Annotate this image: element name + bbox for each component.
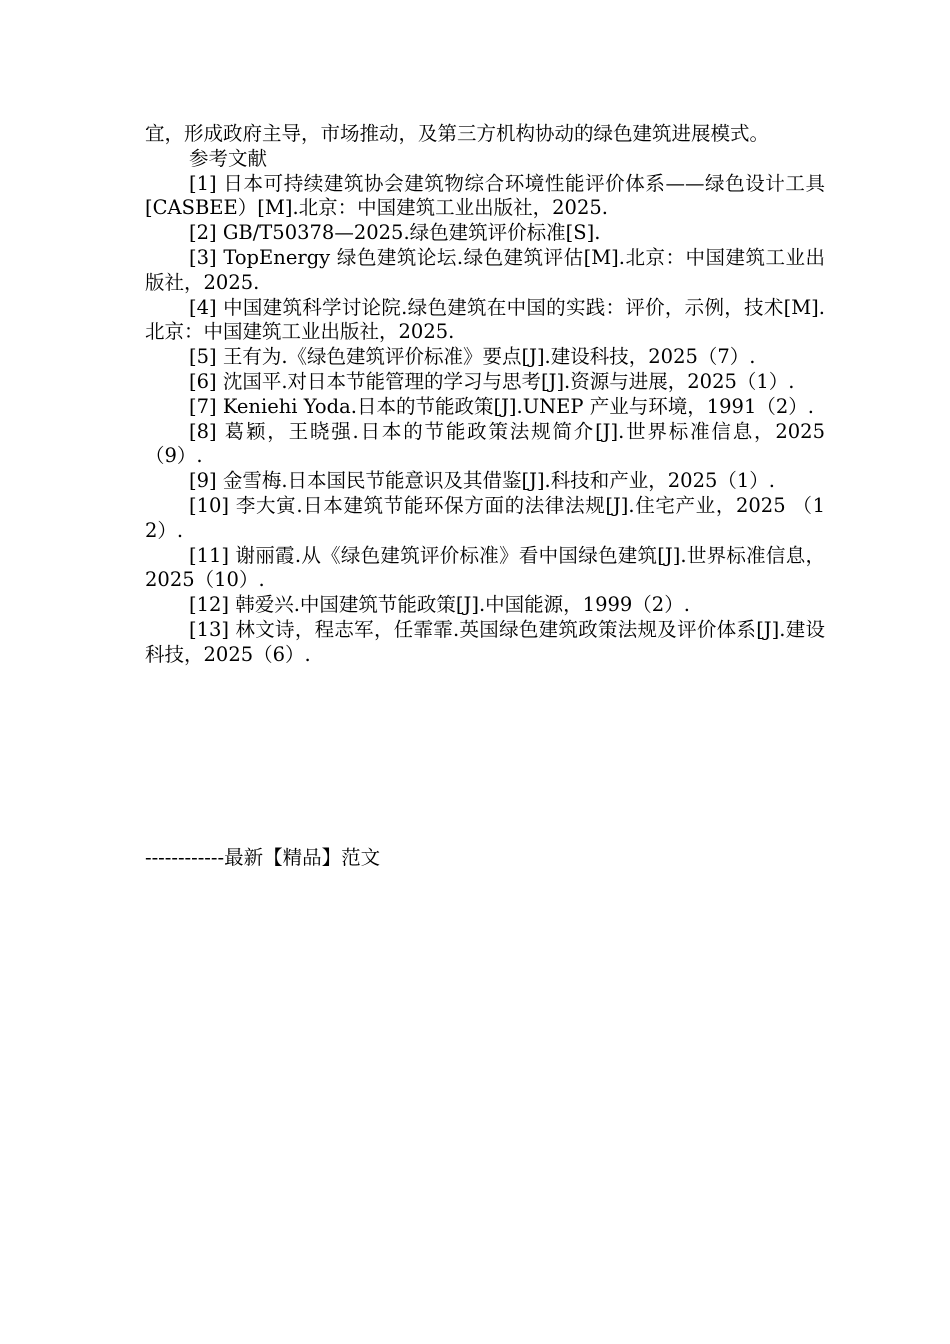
reference-item-1: [1] 日本可持续建筑协会建筑物综合环境性能评价体系——绿色设计工具[CASBEE）[M].北京：中国建筑工业出版社，2025. [145, 171, 825, 220]
continuation-paragraph: 宜，形成政府主导，市场推动，及第三方机构协动的绿色建筑进展模式。 [145, 122, 770, 145]
footer-text: ------------最新【精品】范文 [145, 846, 381, 869]
reference-item-4: [4] 中国建筑科学讨论院.绿色建筑在中国的实践：评价，示例，技术[M].北京：中国建筑工业出版社，2025. [145, 295, 825, 344]
references-heading: 参考文献 [189, 146, 268, 170]
reference-item-8: [8] 葛颖，王晓强.日本的节能政策法规简介[J].世界标准信息，2025（9）. [145, 419, 825, 468]
reference-item-3: [3] TopEnergy 绿色建筑论坛.绿色建筑评估[M].北京：中国建筑工业出版社，2025. [145, 245, 825, 294]
reference-item-13: [13] 林文诗，程志军，任霏霏.英国绿色建筑政策法规及评价体系[J].建设科技，2025（6）. [145, 617, 825, 666]
reference-item-10: [10] 李大寅.日本建筑节能环保方面的法律法规[J].住宅产业，2025 （12）. [145, 493, 825, 542]
reference-item-12: [12] 韩爱兴.中国建筑节能政策[J].中国能源，1999（2）. [189, 593, 690, 617]
reference-item-7: [7] Keniehi Yoda.日本的节能政策[J].UNEP 产业与环境，1991（2）. [189, 394, 814, 418]
document-body [145, 122, 825, 668]
reference-item-11: [11] 谢丽霞.从《绿色建筑评价标准》看中国绿色建筑[J].世界标准信息，2025（10）. [145, 543, 825, 592]
reference-item-2: [2] GB/T50378—2025.绿色建筑评价标准[S]. [189, 221, 601, 245]
reference-item-9: [9] 金雪梅.日本国民节能意识及其借鉴[J].科技和产业，2025（1）. [189, 469, 775, 493]
reference-item-5: [5] 王有为.《绿色建筑评价标准》要点[J].建设科技，2025（7）. [189, 345, 756, 369]
reference-item-6: [6] 沈国平.对日本节能管理的学习与思考[J].资源与进展，2025（1）. [189, 369, 795, 393]
